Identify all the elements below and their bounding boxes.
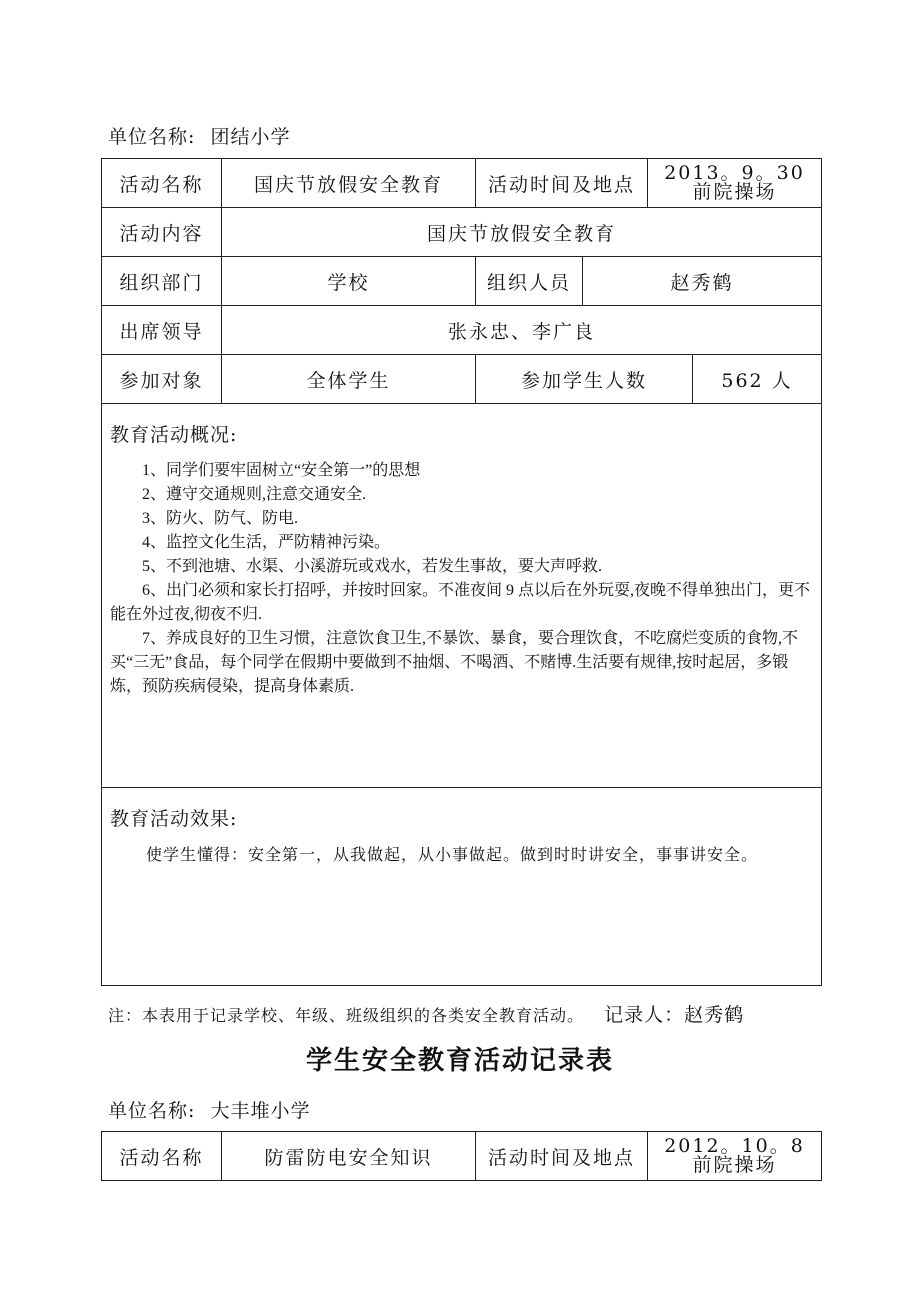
activity-name-value: 国庆节放假安全教育 [222,159,476,208]
activity-place: 前院操场 [692,181,777,203]
unit-label: 单位名称: [108,1100,196,1122]
overview-items [110,459,821,699]
activity-time-place-label: 活动时间及地点 [476,159,648,208]
overview-item: 2、遵守交通规则,注意交通安全. [142,486,367,503]
overview-item: 3、防火、防气、防电. [142,510,299,527]
activity-record-table [101,1131,822,1181]
footnote-line [108,1000,744,1027]
effect-title: 教育活动效果: [110,808,238,830]
activity-time-place-value [648,1132,822,1181]
recorder: 记录人：赵秀鹤 [604,1004,745,1026]
overview-item: 5、不到池塘、水渠、小溪游玩或戏水，若发生事故，要大声呼救. [142,558,603,575]
row-participants [102,355,822,404]
activity-date: 2012。10。8 [664,1135,805,1157]
effect-text: 使学生懂得：安全第一，从我做起，从小事做起。做到时时讲安全，事事讲安全。 [146,845,759,864]
row-activity-name [102,1132,822,1181]
leader-label: 出席领导 [102,306,222,355]
overview-item: 1、同学们要牢固树立“安全第一”的思想 [142,462,421,479]
org-dept-value: 学校 [222,257,476,306]
activity-date: 2013。9。30 [664,162,805,184]
row-overview [102,404,822,788]
row-activity-content [102,208,822,257]
activity-content-value: 国庆节放假安全教育 [222,208,822,257]
participant-count-label: 参加学生人数 [476,355,693,404]
overview-item: 6、出门必须和家长打招呼，并按时回家。不准夜间 9 点以后在外玩耍,夜晚不得单独出门，更不能在外过夜,彻夜不归. [110,582,811,623]
activity-place: 前院操场 [692,1154,777,1176]
activity-name-value: 防雷防电安全知识 [222,1132,476,1181]
activity-content-label: 活动内容 [102,208,222,257]
participant-target-label: 参加对象 [102,355,222,404]
unit-label: 单位名称: [108,126,196,148]
participant-count-value: 562 人 [693,355,822,404]
org-person-value: 赵秀鹤 [583,257,822,306]
org-person-label: 组织人员 [476,257,583,306]
row-leaders [102,306,822,355]
overview-title: 教育活动概况: [110,424,238,446]
page-title: 学生安全教育活动记录表 [305,1046,614,1076]
activity-time-place-label: 活动时间及地点 [476,1132,648,1181]
overview-item: 7、养成良好的卫生习惯，注意饮食卫生,不暴饮、暴食，要合理饮食，不吃腐烂变质的食物,不买“三无”食品，每个同学在假期中要做到不抽烟、不喝酒、不赌博.生活要有规律,按时起居，多锻炼，预防疾病侵染，提高身体素质. [110,630,799,695]
row-effect [102,788,822,986]
row-organizer [102,257,822,306]
unit-name: 大丰堆小学 [210,1100,311,1122]
activity-time-place-value [648,159,822,208]
activity-record-table [101,158,822,986]
unit-name: 团结小学 [210,126,291,148]
overview-cell [102,404,822,788]
unit-name-line [108,1096,310,1123]
effect-cell [102,788,822,986]
row-activity-name [102,159,822,208]
footnote-text: 注：本表用于记录学校、年级、班级组织的各类安全教育活动。 [108,1006,585,1025]
activity-name-label: 活动名称 [102,159,222,208]
activity-name-label: 活动名称 [102,1132,222,1181]
unit-name-line [108,122,290,149]
overview-item: 4、监控文化生活，严防精神污染。 [142,534,391,551]
org-dept-label: 组织部门 [102,257,222,306]
participant-target-value: 全体学生 [222,355,476,404]
leader-value: 张永忠、李广良 [222,306,822,355]
